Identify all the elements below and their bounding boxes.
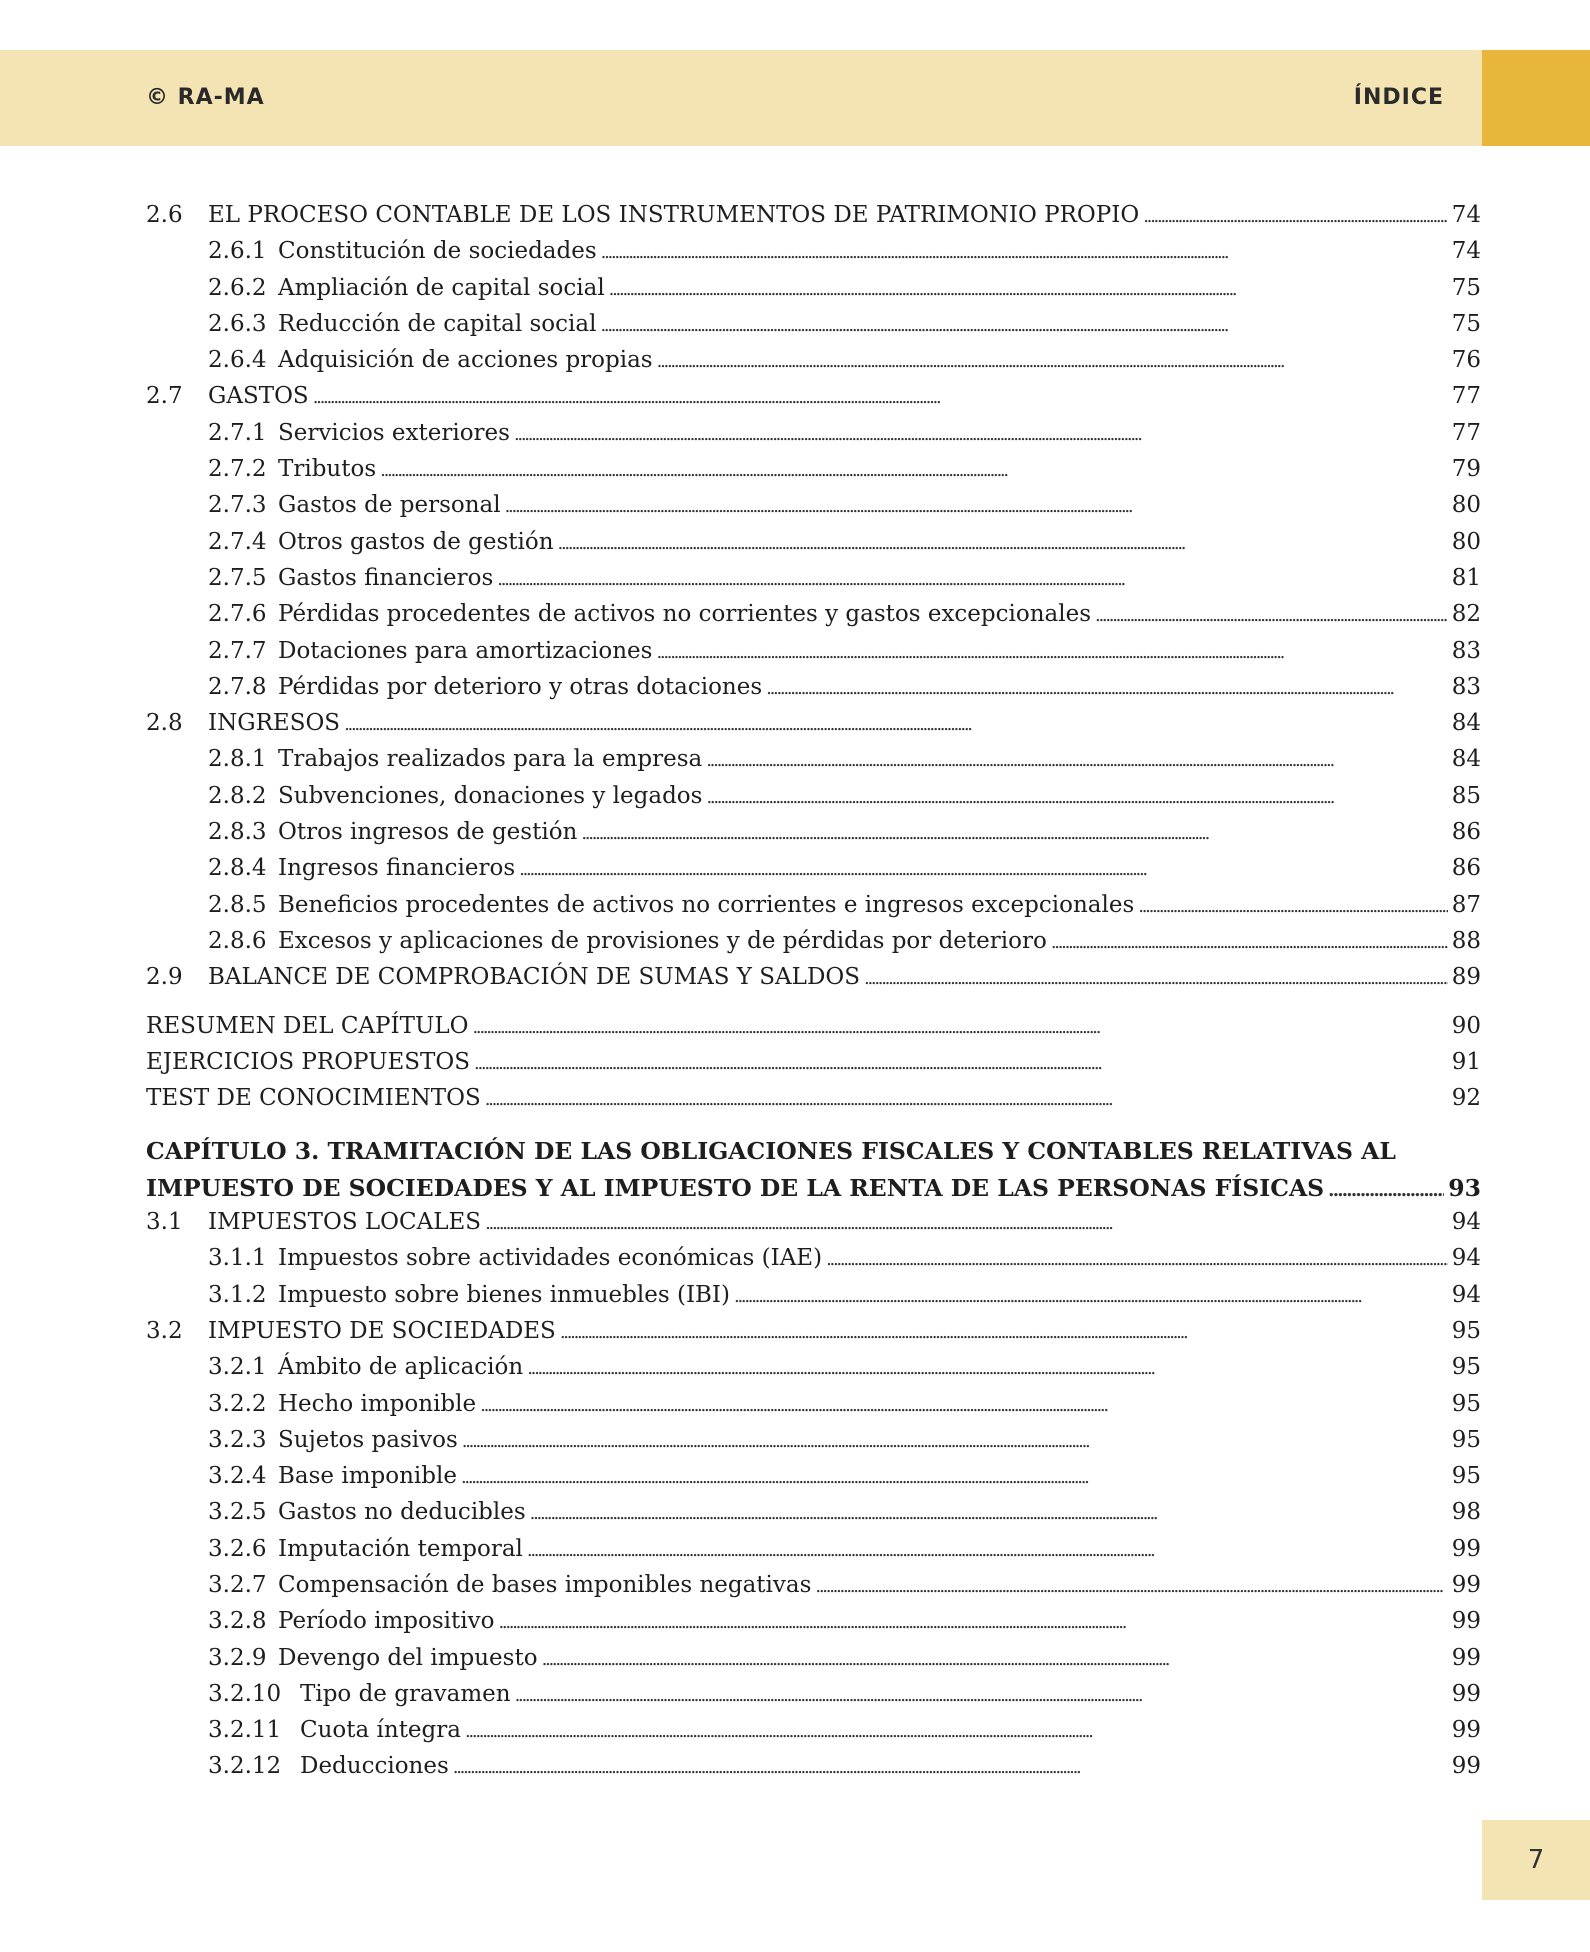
toc-entry[interactable] (146, 1354, 1481, 1390)
dot-leader (344, 710, 1448, 736)
toc-entry-number: 3.2.9 (208, 1644, 267, 1671)
toc-entry[interactable] (146, 1049, 1481, 1085)
toc-entry-page: 94 (1451, 1281, 1481, 1308)
toc-entry-title: Excesos y aplicaciones de provisiones y de pérdidas por deterioro (278, 927, 1047, 954)
toc-entry-number: 3.2.12 (208, 1753, 282, 1780)
toc-entry-page: 76 (1451, 347, 1481, 374)
toc-entry[interactable] (146, 1645, 1481, 1681)
dot-leader (558, 529, 1448, 555)
page-header (0, 50, 1590, 146)
toc-entry-number: 2.6.3 (208, 310, 267, 337)
toc-entry[interactable] (146, 1753, 1481, 1789)
dot-leader (734, 1282, 1448, 1308)
header-accent-tab (1482, 50, 1590, 146)
section-label: ÍNDICE (1353, 85, 1444, 110)
toc-entry[interactable] (146, 347, 1481, 383)
toc-entry-number: 2.7.1 (208, 419, 267, 446)
toc-entry-page: 80 (1451, 492, 1481, 519)
toc-entry-title: IMPUESTOS LOCALES (208, 1209, 482, 1236)
toc-entry[interactable] (146, 1013, 1481, 1049)
toc-entry-title: TEST DE CONOCIMIENTOS (146, 1085, 481, 1112)
toc-entry-page: 84 (1451, 746, 1481, 773)
dot-leader (527, 1354, 1448, 1380)
toc-entry[interactable] (146, 1282, 1481, 1318)
toc-entry-title: Ingresos financieros (278, 855, 516, 882)
toc-entry-page: 99 (1451, 1717, 1481, 1744)
dot-leader (656, 638, 1447, 664)
toc-entry-number: 3.1.1 (208, 1245, 267, 1272)
toc-entry-number: 2.7.4 (208, 528, 267, 555)
dot-leader (313, 383, 1448, 409)
dot-leader (609, 275, 1448, 301)
dot-leader (706, 746, 1447, 772)
toc-entry-title: Dotaciones para amortizaciones (278, 637, 653, 664)
toc-entry-title: Trabajos realizados para la empresa (278, 746, 703, 773)
toc-entry-number: 2.7 (146, 383, 183, 410)
toc-entry[interactable] (146, 1463, 1481, 1499)
toc-entry[interactable] (146, 601, 1481, 637)
toc-entry-page: 95 (1451, 1463, 1481, 1490)
toc-entry[interactable] (146, 1318, 1481, 1354)
dot-leader (766, 674, 1448, 700)
toc-entry-title: Ámbito de aplicación (278, 1354, 524, 1381)
dot-leader (1051, 928, 1448, 954)
toc-entry-page: 82 (1451, 601, 1481, 628)
dot-leader (1138, 892, 1447, 918)
toc-entry-number: 2.7.5 (208, 564, 267, 591)
toc-entry-title: Pérdidas por deterioro y otras dotaciones (278, 673, 763, 700)
toc-entry-title: EJERCICIOS PROPUESTOS (146, 1048, 471, 1075)
toc-entry[interactable] (146, 1608, 1481, 1644)
dot-leader (706, 783, 1447, 809)
toc-entry-number: 3.2 (146, 1317, 183, 1344)
dot-leader (530, 1499, 1448, 1525)
table-of-contents (146, 202, 1481, 1790)
toc-entry-number: 3.2.2 (208, 1390, 267, 1417)
toc-entry[interactable] (146, 783, 1481, 819)
toc-entry-title: Período impositivo (278, 1608, 495, 1635)
toc-entry-page: 83 (1451, 673, 1481, 700)
toc-entry-number: 3.2.11 (208, 1717, 282, 1744)
toc-entry-page: 99 (1451, 1680, 1481, 1707)
dot-leader (542, 1645, 1448, 1671)
toc-entry-number: 2.8.2 (208, 782, 267, 809)
toc-entry[interactable] (146, 1681, 1481, 1717)
toc-entry-page: 83 (1451, 637, 1481, 664)
dot-leader (485, 1209, 1448, 1235)
toc-entry[interactable] (146, 492, 1481, 528)
dot-leader (474, 1049, 1448, 1075)
toc-entry-title: Tipo de gravamen (300, 1680, 511, 1707)
dot-leader (453, 1753, 1448, 1779)
toc-entry-title: Constitución de sociedades (278, 238, 597, 265)
toc-entry-number: 2.6.4 (208, 347, 267, 374)
toc-entry-title: Gastos financieros (278, 564, 494, 591)
toc-entry-title: INGRESOS (208, 710, 341, 737)
toc-entry-number: 3.2.4 (208, 1463, 267, 1490)
toc-entry-title: Hecho imponible (278, 1390, 477, 1417)
dot-leader (465, 1717, 1448, 1743)
toc-entry-number: 3.1 (146, 1209, 183, 1236)
dot-leader (657, 347, 1448, 373)
toc-entry-title: Deducciones (300, 1753, 449, 1780)
toc-entry-number: 2.8.1 (208, 746, 267, 773)
publisher-label: © RA-MA (146, 85, 265, 110)
toc-entry-number: 2.7.2 (208, 456, 267, 483)
dot-leader (380, 456, 1448, 482)
dot-leader (480, 1391, 1448, 1417)
toc-entry-number: 3.2.10 (208, 1680, 282, 1707)
toc-section-2 (146, 202, 1481, 1121)
toc-entry-title: EL PROCESO CONTABLE DE LOS INSTRUMENTOS DE PATRIMONIO PROPIO (208, 202, 1140, 228)
toc-entry[interactable] (146, 674, 1481, 710)
toc-entry-page: 99 (1451, 1608, 1481, 1635)
toc-entry-page: 94 (1451, 1209, 1481, 1236)
toc-entry-number: 2.7.3 (208, 492, 267, 519)
toc-entry-page: 99 (1451, 1644, 1481, 1671)
toc-entry-page: 86 (1451, 855, 1481, 882)
toc-entry[interactable] (146, 1391, 1481, 1427)
toc-entry-page: 92 (1451, 1085, 1481, 1112)
toc-entry[interactable] (146, 964, 1481, 1000)
toc-entry-title: Imputación temporal (278, 1535, 523, 1562)
toc-entry-title: RESUMEN DEL CAPÍTULO (146, 1012, 469, 1039)
toc-entry-number: 3.2.1 (208, 1354, 267, 1381)
dot-leader (519, 855, 1448, 881)
toc-entry-number: 2.8.3 (208, 819, 267, 846)
dot-leader (485, 1085, 1448, 1111)
dot-leader (497, 565, 1447, 591)
toc-entry-number: 2.8.5 (208, 891, 267, 918)
toc-entry-page: 95 (1451, 1317, 1481, 1344)
toc-entry-title: Compensación de bases imponibles negativas (278, 1571, 812, 1598)
toc-entry-number: 2.8.6 (208, 927, 267, 954)
toc-entry[interactable] (146, 892, 1481, 928)
toc-entry[interactable] (146, 275, 1481, 311)
dot-leader (815, 1572, 1447, 1598)
toc-entry-title: Sujetos pasivos (278, 1426, 458, 1453)
toc-entry-number: 3.2.5 (208, 1499, 267, 1526)
toc-entry[interactable] (146, 420, 1481, 456)
toc-entry-page: 88 (1451, 927, 1481, 954)
toc-entry[interactable] (146, 1209, 1481, 1245)
toc-entry-number: 3.2.8 (208, 1608, 267, 1635)
toc-entry[interactable] (146, 311, 1481, 347)
toc-entry-page: 84 (1451, 710, 1481, 737)
toc-entry-title: Adquisición de acciones propias (278, 347, 653, 374)
toc-section-3 (146, 1209, 1481, 1790)
toc-entry-page: 74 (1451, 238, 1481, 265)
dot-leader (498, 1608, 1447, 1634)
toc-entry-number: 2.7.7 (208, 637, 267, 664)
toc-entry[interactable] (146, 1499, 1481, 1535)
toc-entry-title: Ampliación de capital social (278, 274, 605, 301)
toc-entry-page: 79 (1451, 456, 1481, 483)
toc-entry-page: 99 (1451, 1753, 1481, 1780)
toc-entry-title: IMPUESTO DE SOCIEDADES (208, 1317, 556, 1344)
toc-entry-title: Beneficios procedentes de activos no corrientes e ingresos excepcionales (278, 891, 1135, 918)
toc-entry-page: 95 (1451, 1390, 1481, 1417)
toc-entry-number: 3.1.2 (208, 1281, 267, 1308)
dot-leader (514, 420, 1448, 446)
dot-leader (505, 492, 1448, 518)
toc-entry-page: 74 (1451, 202, 1481, 228)
toc-entry-number: 2.6.2 (208, 274, 267, 301)
toc-entry-page: 90 (1451, 1012, 1481, 1039)
chapter-heading[interactable] (146, 1133, 1481, 1209)
toc-entry-number: 2.6 (146, 202, 183, 228)
toc-entry-page: 80 (1451, 528, 1481, 555)
toc-entry[interactable] (146, 456, 1481, 492)
toc-entry-number: 2.8 (146, 710, 183, 737)
page-number: 7 (1527, 1845, 1545, 1875)
toc-entry-page: 89 (1451, 964, 1481, 991)
toc-entry-page: 87 (1451, 891, 1481, 918)
toc-entry[interactable] (146, 383, 1481, 419)
toc-entry[interactable] (146, 855, 1481, 891)
dot-leader (600, 311, 1447, 337)
toc-entry-page: 85 (1451, 782, 1481, 809)
toc-entry[interactable] (146, 1717, 1481, 1753)
toc-entry-page: 86 (1451, 819, 1481, 846)
toc-entry-title: Tributos (278, 456, 377, 483)
dot-leader (1095, 601, 1448, 627)
toc-entry[interactable] (146, 1245, 1481, 1281)
toc-entry[interactable] (146, 710, 1481, 746)
dot-leader (461, 1463, 1448, 1489)
toc-entry-page: 95 (1451, 1426, 1481, 1453)
toc-entry-page: 99 (1451, 1571, 1481, 1598)
toc-entry[interactable] (146, 928, 1481, 964)
dot-leader (1143, 202, 1448, 228)
toc-entry[interactable] (146, 746, 1481, 782)
chapter-title-line1: CAPÍTULO 3. TRAMITACIÓN DE LAS OBLIGACIONES FISCALES Y CONTABLES RELATIVAS AL (146, 1137, 1396, 1166)
chapter-title-line2: IMPUESTO DE SOCIEDADES Y AL IMPUESTO DE LA RENTA DE LAS PERSONAS FÍSICAS (146, 1173, 1325, 1202)
toc-entry-number: 2.7.8 (208, 673, 267, 700)
toc-entry[interactable] (146, 238, 1481, 274)
toc-entry-page: 95 (1451, 1354, 1481, 1381)
toc-entry-number: 3.2.6 (208, 1535, 267, 1562)
toc-entry-title: Otros gastos de gestión (278, 528, 554, 555)
toc-entry-number: 2.7.6 (208, 601, 267, 628)
toc-entry-title: GASTOS (208, 383, 309, 410)
toc-entry-page: 91 (1451, 1048, 1481, 1075)
toc-entry-number: 2.9 (146, 964, 183, 991)
toc-entry-number: 3.2.3 (208, 1426, 267, 1453)
dot-leader (601, 238, 1448, 264)
toc-entry-title: Cuota íntegra (300, 1717, 461, 1744)
dot-leader (1328, 1170, 1444, 1209)
toc-entry-title: BALANCE DE COMPROBACIÓN DE SUMAS Y SALDOS (208, 964, 860, 991)
dot-leader (462, 1427, 1448, 1453)
toc-entry-page: 81 (1451, 564, 1481, 591)
toc-entry-title: Impuesto sobre bienes inmuebles (IBI) (278, 1281, 730, 1308)
toc-entry-title: Gastos no deducibles (278, 1499, 526, 1526)
toc-entry-page: 77 (1451, 419, 1481, 446)
toc-entry-title: Servicios exteriores (278, 419, 510, 446)
toc-entry-title: Devengo del impuesto (278, 1644, 538, 1671)
toc-entry-title: Impuestos sobre actividades económicas (IAE) (278, 1245, 823, 1272)
dot-leader (472, 1013, 1447, 1039)
toc-entry[interactable] (146, 565, 1481, 601)
toc-entry[interactable] (146, 819, 1481, 855)
toc-entry-page: 77 (1451, 383, 1481, 410)
dot-leader (864, 964, 1448, 990)
toc-entry[interactable] (146, 1572, 1481, 1608)
toc-entry-title: Gastos de personal (278, 492, 501, 519)
toc-entry-number: 2.6.1 (208, 238, 267, 265)
toc-entry-title: Subvenciones, donaciones y legados (278, 782, 703, 809)
toc-entry[interactable] (146, 1536, 1481, 1572)
toc-entry-title: Reducción de capital social (278, 310, 597, 337)
toc-entry-page: 99 (1451, 1535, 1481, 1562)
toc-entry-page: 75 (1451, 310, 1481, 337)
toc-entry-title: Pérdidas procedentes de activos no corrientes y gastos excepcionales (278, 601, 1092, 628)
toc-entry-number: 3.2.7 (208, 1571, 267, 1598)
dot-leader (581, 819, 1447, 845)
toc-entry-number: 2.8.4 (208, 855, 267, 882)
toc-entry[interactable] (146, 529, 1481, 565)
toc-entry-page: 94 (1451, 1245, 1481, 1272)
toc-entry-page: 98 (1451, 1499, 1481, 1526)
toc-entry[interactable] (146, 638, 1481, 674)
chapter-page-number: 93 (1448, 1173, 1481, 1202)
toc-entry-title: Otros ingresos de gestión (278, 819, 578, 846)
dot-leader (515, 1681, 1448, 1707)
toc-entry-page: 75 (1451, 274, 1481, 301)
dot-leader (527, 1536, 1448, 1562)
toc-entry-title: Base imponible (278, 1463, 457, 1490)
toc-entry[interactable] (146, 1085, 1481, 1121)
toc-entry[interactable] (146, 202, 1481, 238)
dot-leader (826, 1245, 1448, 1271)
toc-entry[interactable] (146, 1427, 1481, 1463)
dot-leader (560, 1318, 1448, 1344)
